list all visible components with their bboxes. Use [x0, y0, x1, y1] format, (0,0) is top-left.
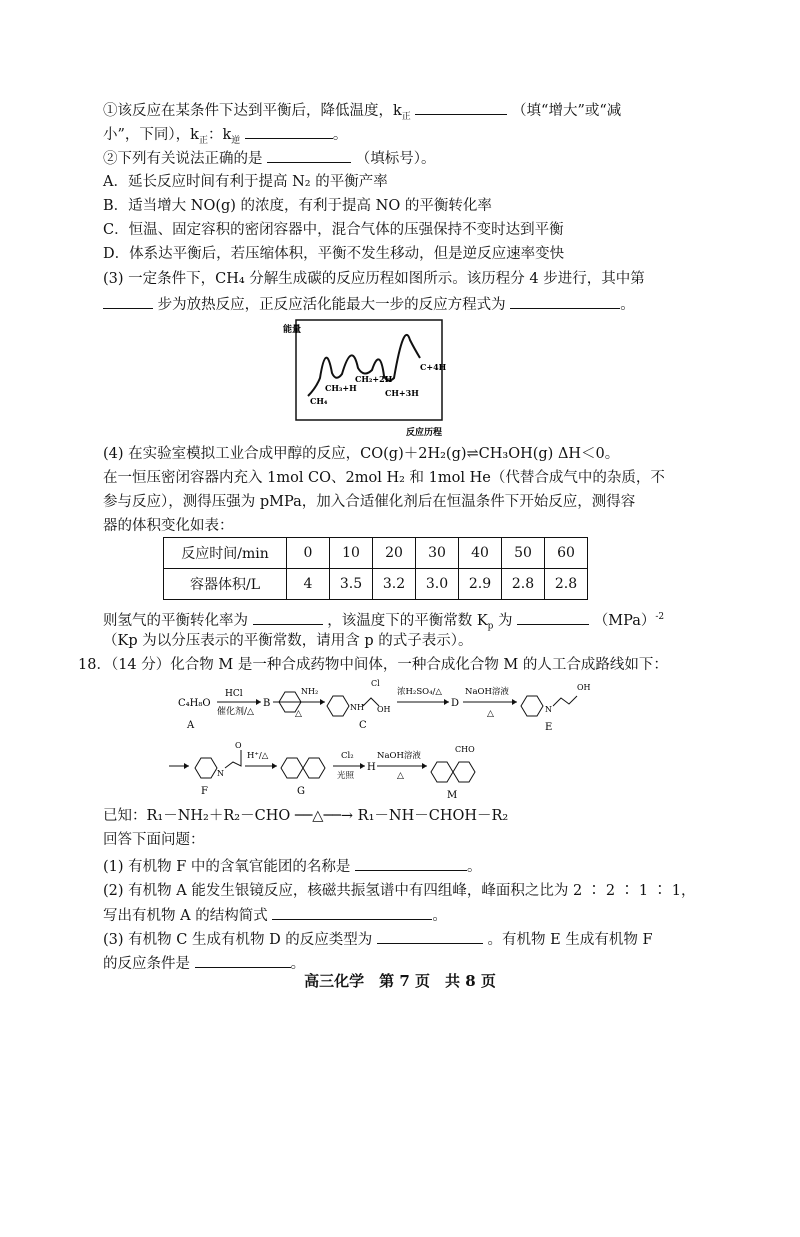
arrowhead — [272, 763, 277, 769]
answer-blank[interactable] — [355, 856, 467, 871]
q18-p3-line1: (3) 有机物 C 生成有机物 D 的反应类型为 。有机物 E 生成有机物 F — [103, 929, 653, 950]
q18-p1: (1) 有机物 F 中的含氧官能团的名称是 。 — [103, 856, 482, 877]
quinoline-ring-icon — [431, 762, 453, 782]
q1-line3: ②下列有关说法正确的是 （填标号）。 — [103, 148, 435, 169]
q18-p2-line1: (2) 有机物 A 能发生银镜反应，核磁共振氢谱中有四组峰，峰面积之比为 2 ∶ 2 ∶ 1 ∶ 1， — [103, 883, 696, 899]
compound-a-formula: C₄H₈O — [178, 698, 211, 709]
compound-e: E — [545, 722, 553, 733]
svg-text:△: △ — [397, 771, 404, 781]
q18-p2-line2: 写出有机物 A 的结构简式 。 — [103, 905, 447, 926]
arrowhead — [360, 763, 365, 769]
svg-text:N: N — [217, 769, 224, 778]
compound-g: G — [297, 786, 305, 797]
benzene-ring-icon — [521, 696, 543, 716]
answer-blank[interactable] — [517, 610, 589, 625]
answer-intro: 回答下面问题： — [103, 832, 205, 848]
svg-text:N: N — [545, 705, 552, 714]
q18-header: 18．（14 分）化合物 M 是一种合成药物中间体，一种合成化合物 M 的人工合成路线如下： — [78, 657, 668, 673]
compound-m: M — [447, 790, 458, 801]
svg-text:NaOH溶液: NaOH溶液 — [377, 751, 421, 761]
answer-blank[interactable] — [267, 148, 351, 163]
quinoline-ring-icon — [453, 762, 475, 782]
q4-after1: 则氢气的平衡转化率为 ，该温度下的平衡常数 $K_p$ 为 （MPa）$^{-2}$ — [103, 607, 664, 637]
option-c: C．恒温、固定容积的密闭容器中，混合气体的压强保持不变时达到平衡 — [103, 222, 564, 238]
label-ch3h: CH₃+H — [325, 383, 357, 393]
arrowhead — [512, 699, 517, 705]
x-axis-label: 反应历程 — [406, 428, 443, 438]
label-c4h: C+4H — [420, 362, 447, 372]
svg-text:CHO: CHO — [455, 745, 475, 754]
svg-text:O: O — [235, 742, 242, 750]
svg-text:OH: OH — [377, 705, 391, 714]
volume-table — [163, 537, 588, 600]
q1-line1: ①该反应在某条件下达到平衡后，降低温度，$k_正$ （填“增大”或“减 — [103, 100, 621, 127]
svg-text:NH: NH — [350, 703, 364, 712]
synthesis-row-1 — [165, 678, 645, 746]
svg-text:光照: 光照 — [337, 771, 355, 781]
svg-text:△: △ — [487, 709, 494, 719]
label-ch4: CH₄ — [310, 396, 328, 406]
q3-line2: 步为放热反应，正反应活化能最大一步的反应方程式为 。 — [103, 294, 635, 315]
option-a: A．延长反应时间有利于提高 N₂ 的平衡产率 — [103, 174, 388, 190]
svg-text:催化剂/△: 催化剂/△ — [217, 707, 254, 717]
answer-blank[interactable] — [510, 294, 620, 309]
q4-line1: (4) 在实验室模拟工业合成甲醇的反应，CO(g)＋2H₂(g)⇌CH₃OH(g) ΔH＜0。 — [103, 446, 620, 462]
known-reaction: 已知：R₁－NH₂＋R₂－CHO ──△──→ R₁－NH－CHOH－R₂ — [103, 808, 509, 824]
option-d: D．体系达平衡后，若压缩体积，平衡不发生移动，但是逆反应速率变快 — [103, 246, 565, 262]
svg-text:浓H₂SO₄/△: 浓H₂SO₄/△ — [397, 687, 442, 697]
answer-blank[interactable] — [103, 294, 153, 309]
compound-h: H — [367, 762, 376, 773]
energy-diagram — [280, 318, 460, 440]
chain-bond — [225, 750, 241, 768]
arrowhead — [256, 699, 261, 705]
arrowhead — [422, 763, 427, 769]
answer-blank[interactable] — [195, 953, 291, 968]
table-row: 容器体积/L 4 3.5 3.2 3.0 2.9 2.8 2.8 — [164, 569, 588, 600]
compound-a-label: A — [187, 720, 195, 731]
svg-text:H⁺/△: H⁺/△ — [247, 751, 269, 761]
label-ch22h: CH₂+2H — [355, 374, 393, 384]
quinoline-ring-icon — [303, 758, 325, 778]
answer-blank[interactable] — [377, 929, 483, 944]
benzene-ring-icon — [327, 696, 349, 716]
arrowhead — [184, 763, 189, 769]
svg-text:NaOH溶液: NaOH溶液 — [465, 687, 509, 697]
q4-after2: （Kp 为以分压表示的平衡常数，请用含 p 的式子表示）。 — [103, 633, 473, 649]
q3-line1: (3) 一定条件下，CH₄ 分解生成碳的反应历程如图所示。该历程分 4 步进行，其中第 — [103, 271, 645, 287]
svg-text:OH: OH — [577, 683, 591, 692]
benzene-ring-icon — [195, 758, 217, 778]
q4-line2: 在一恒压密闭容器内充入 1mol CO、2mol H₂ 和 1mol He（代替合成气中的杂质，不 — [103, 470, 665, 486]
svg-text:Cl: Cl — [371, 679, 380, 688]
q1-line2: 小”，下同），$k_正$：$k_逆$ 。 — [103, 124, 347, 151]
answer-blank[interactable] — [245, 124, 333, 139]
compound-c: C — [359, 720, 367, 731]
y-axis-label: 能量 — [283, 325, 302, 335]
arrowhead — [320, 699, 325, 705]
quinoline-ring-icon — [281, 758, 303, 778]
q4-line4: 器的体积变化如表： — [103, 518, 234, 534]
label-ch3h-2: CH+3H — [385, 388, 419, 398]
synthesis-row-2 — [165, 742, 565, 808]
chain-bond — [553, 696, 577, 706]
q4-line3: 参与反应），测得压强为 pMPa，加入合适催化剂后在恒温条件下开始反应，测得容 — [103, 494, 636, 510]
answer-blank[interactable] — [253, 610, 323, 625]
svg-text:△: △ — [295, 709, 302, 719]
compound-f: F — [201, 786, 208, 797]
arrowhead — [444, 699, 449, 705]
table-row: 反应时间/min 0 10 20 30 40 50 60 — [164, 538, 588, 569]
option-b: B．适当增大 NO(g) 的浓度，有利于提高 NO 的平衡转化率 — [103, 198, 492, 214]
q18-p3-line2: 的反应条件是 。 — [103, 953, 305, 974]
answer-blank[interactable] — [415, 100, 507, 115]
svg-text:NH₂: NH₂ — [301, 687, 319, 696]
svg-text:Cl₂: Cl₂ — [341, 751, 354, 761]
svg-text:HCl: HCl — [225, 689, 243, 699]
compound-b: B — [263, 698, 271, 709]
answer-blank[interactable] — [272, 905, 432, 920]
page-footer: 高三化学 第 7 页 共 8 页 — [304, 972, 496, 990]
compound-d: D — [451, 698, 460, 709]
